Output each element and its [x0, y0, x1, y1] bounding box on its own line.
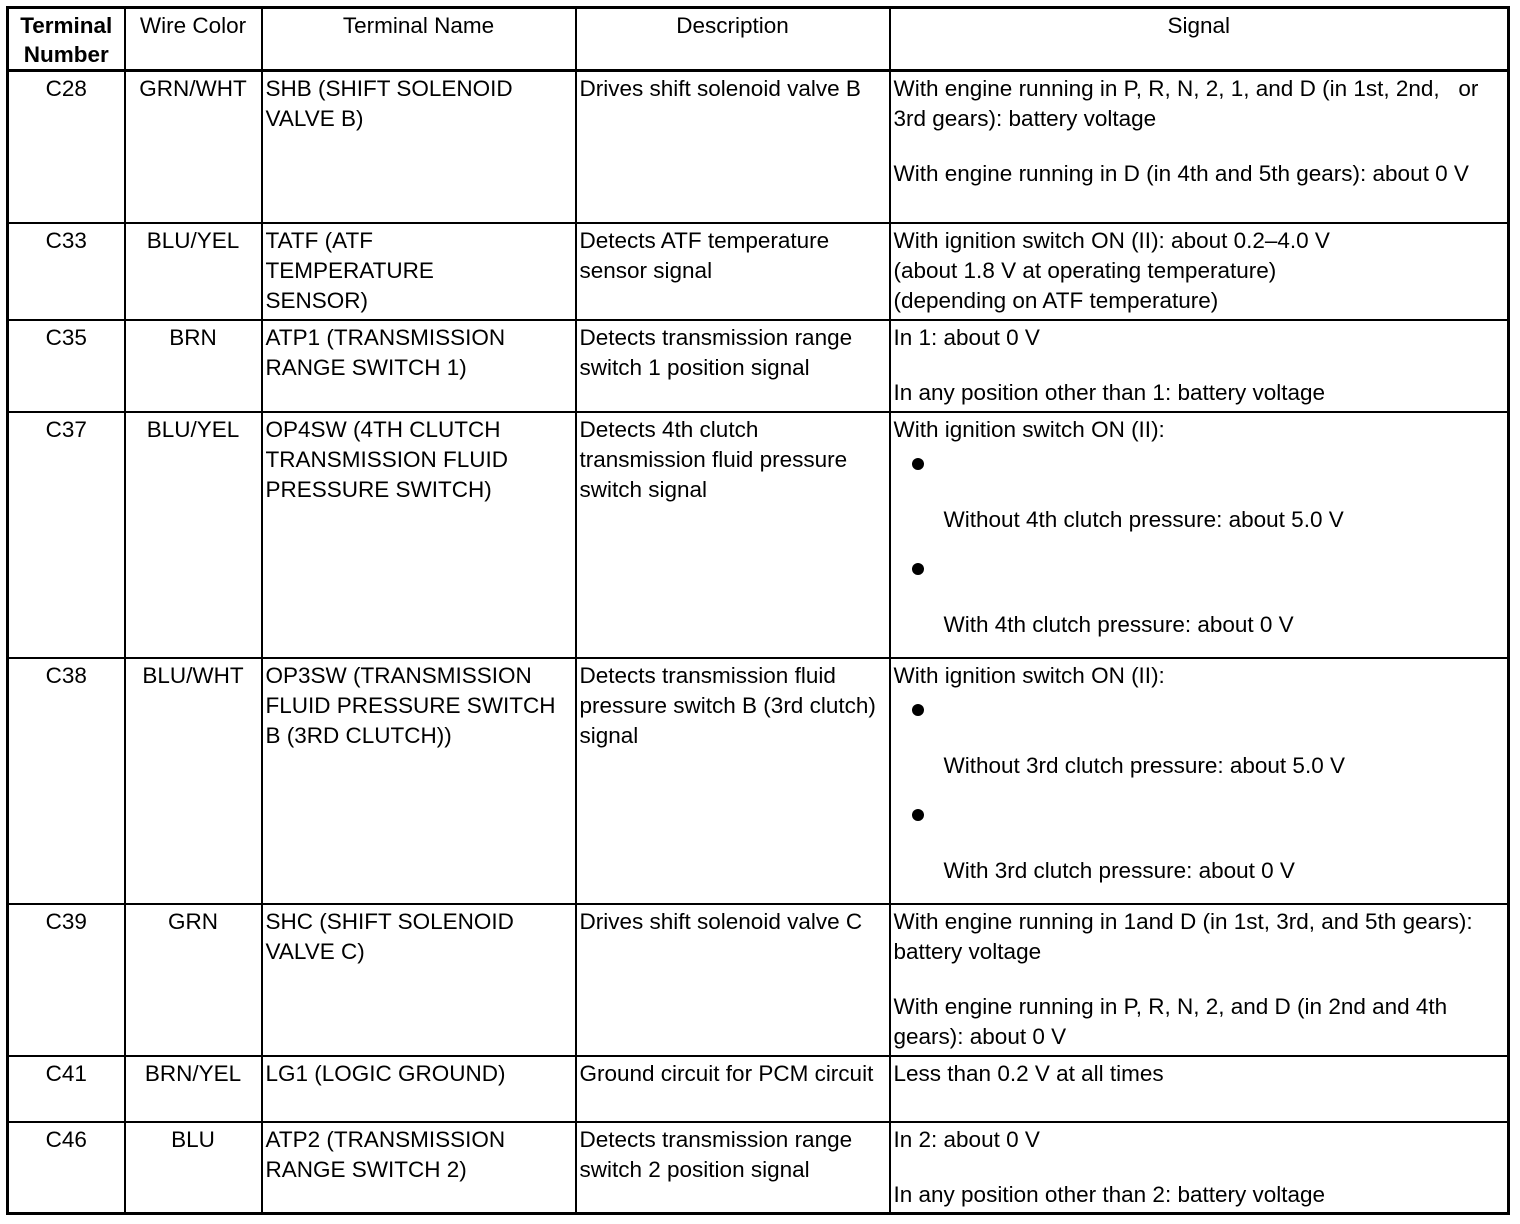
- table-row: [8, 658, 1509, 904]
- signal-line: (depending on ATF temperature): [893, 287, 1219, 313]
- table-row: [8, 1122, 1509, 1214]
- signal-line: With engine running in P, R, N, 2, and D (in 2nd and 4th gears): about 0 V: [893, 993, 1448, 1049]
- signal-line: In any position other than 2: battery voltage: [893, 1181, 1326, 1207]
- description: Ground circuit for PCM circuit: [576, 1056, 890, 1122]
- signal: [890, 412, 1509, 658]
- terminal-name: TATF (ATF TEMPERATURE SENSOR): [262, 223, 576, 320]
- header-wire-color: Wire Color: [125, 8, 262, 71]
- description: Drives shift solenoid valve B: [576, 71, 890, 223]
- terminal-number: C35: [8, 320, 125, 412]
- bullet-text: With 4th clutch pressure: about 0 V: [943, 611, 1294, 637]
- signal-line: In any position other than 1: battery voltage: [893, 379, 1326, 405]
- header-signal: Signal: [890, 8, 1509, 71]
- bullet-icon: [912, 458, 924, 470]
- bullet-icon: [912, 809, 924, 821]
- signal: [890, 71, 1509, 223]
- table-header: [8, 8, 1509, 71]
- table-row: [8, 320, 1509, 412]
- header-terminal-name: Terminal Name: [262, 8, 576, 71]
- table-row: [8, 412, 1509, 658]
- signal: [890, 320, 1509, 412]
- wire-color: BLU/WHT: [125, 658, 262, 904]
- description: Drives shift solenoid valve C: [576, 904, 890, 1056]
- wire-color: BRN: [125, 320, 262, 412]
- signal: [890, 1056, 1509, 1122]
- terminal-name: SHB (SHIFT SOLENOID VALVE B): [262, 71, 576, 223]
- wire-color: BLU/YEL: [125, 412, 262, 658]
- terminal-name: SHC (SHIFT SOLENOID VALVE C): [262, 904, 576, 1056]
- document-page: [6, 6, 1510, 1215]
- bullet-text: Without 4th clutch pressure: about 5.0 V: [943, 506, 1344, 532]
- description: Detects ATF temperature sensor signal: [576, 223, 890, 320]
- bullet-icon: [912, 704, 924, 716]
- wire-color: BLU: [125, 1122, 262, 1214]
- terminal-name: ATP2 (TRANSMISSION RANGE SWITCH 2): [262, 1122, 576, 1214]
- wire-color: GRN/WHT: [125, 71, 262, 223]
- description: Detects transmission fluid pressure switch B (3rd clutch) signal: [576, 658, 890, 904]
- signal-line: In 2: about 0 V: [893, 1126, 1040, 1152]
- signal-line: With engine running in P, R, N, 2, 1, and D (in 1st, 2nd, or 3rd gears): battery voltage: [893, 76, 1485, 131]
- header-terminal-number: Terminal Number: [8, 8, 125, 71]
- terminal-name: ATP1 (TRANSMISSION RANGE SWITCH 1): [262, 320, 576, 412]
- bullet-icon: [912, 563, 924, 575]
- table-row: [8, 1056, 1509, 1122]
- signal: [890, 904, 1509, 1056]
- signal-bullet-item: [894, 691, 1505, 796]
- bullet-text: Without 3rd clutch pressure: about 5.0 V: [943, 752, 1345, 778]
- signal-line: In 1: about 0 V: [893, 324, 1040, 350]
- wire-color: BLU/YEL: [125, 223, 262, 320]
- signal-line: Less than 0.2 V at all times: [893, 1060, 1164, 1086]
- wire-color: BRN/YEL: [125, 1056, 262, 1122]
- terminal-number: C39: [8, 904, 125, 1056]
- signal: [890, 1122, 1509, 1214]
- terminal-name: OP4SW (4TH CLUTCH TRANSMISSION FLUID PRESSURE SWITCH): [262, 412, 576, 658]
- terminal-signal-table: [6, 6, 1510, 1215]
- header-row: [8, 8, 1509, 71]
- terminal-number: C33: [8, 223, 125, 320]
- description: Detects 4th clutch transmission fluid pressure switch signal: [576, 412, 890, 658]
- signal-line: (about 1.8 V at operating temperature): [893, 257, 1277, 283]
- signal: [890, 658, 1509, 904]
- terminal-number: C38: [8, 658, 125, 904]
- description: Detects transmission range switch 1 position signal: [576, 320, 890, 412]
- table-row: [8, 223, 1509, 320]
- wire-color: GRN: [125, 904, 262, 1056]
- terminal-name: LG1 (LOGIC GROUND): [262, 1056, 576, 1122]
- signal-bullet-item: [894, 550, 1505, 655]
- terminal-name: OP3SW (TRANSMISSION FLUID PRESSURE SWITCH B (3RD CLUTCH)): [262, 658, 576, 904]
- signal-line: With ignition switch ON (II):: [893, 416, 1165, 442]
- terminal-number: C41: [8, 1056, 125, 1122]
- terminal-number: C28: [8, 71, 125, 223]
- signal-bullet-item: [894, 796, 1505, 901]
- signal: [890, 223, 1509, 320]
- table-row: [8, 904, 1509, 1056]
- description: Detects transmission range switch 2 position signal: [576, 1122, 890, 1214]
- signal-line: With ignition switch ON (II):: [893, 662, 1165, 688]
- bullet-text: With 3rd clutch pressure: about 0 V: [943, 857, 1295, 883]
- terminal-number: C46: [8, 1122, 125, 1214]
- table-body: [8, 71, 1509, 1214]
- terminal-number: C37: [8, 412, 125, 658]
- signal-bullet-item: [894, 445, 1505, 550]
- signal-line: With ignition switch ON (II): about 0.2–4.0 V: [893, 227, 1330, 253]
- table-row: [8, 71, 1509, 223]
- signal-line: With engine running in 1and D (in 1st, 3rd, and 5th gears): battery voltage: [893, 908, 1473, 964]
- header-description: Description: [576, 8, 890, 71]
- signal-line: With engine running in D (in 4th and 5th gears): about 0 V: [893, 161, 1469, 186]
